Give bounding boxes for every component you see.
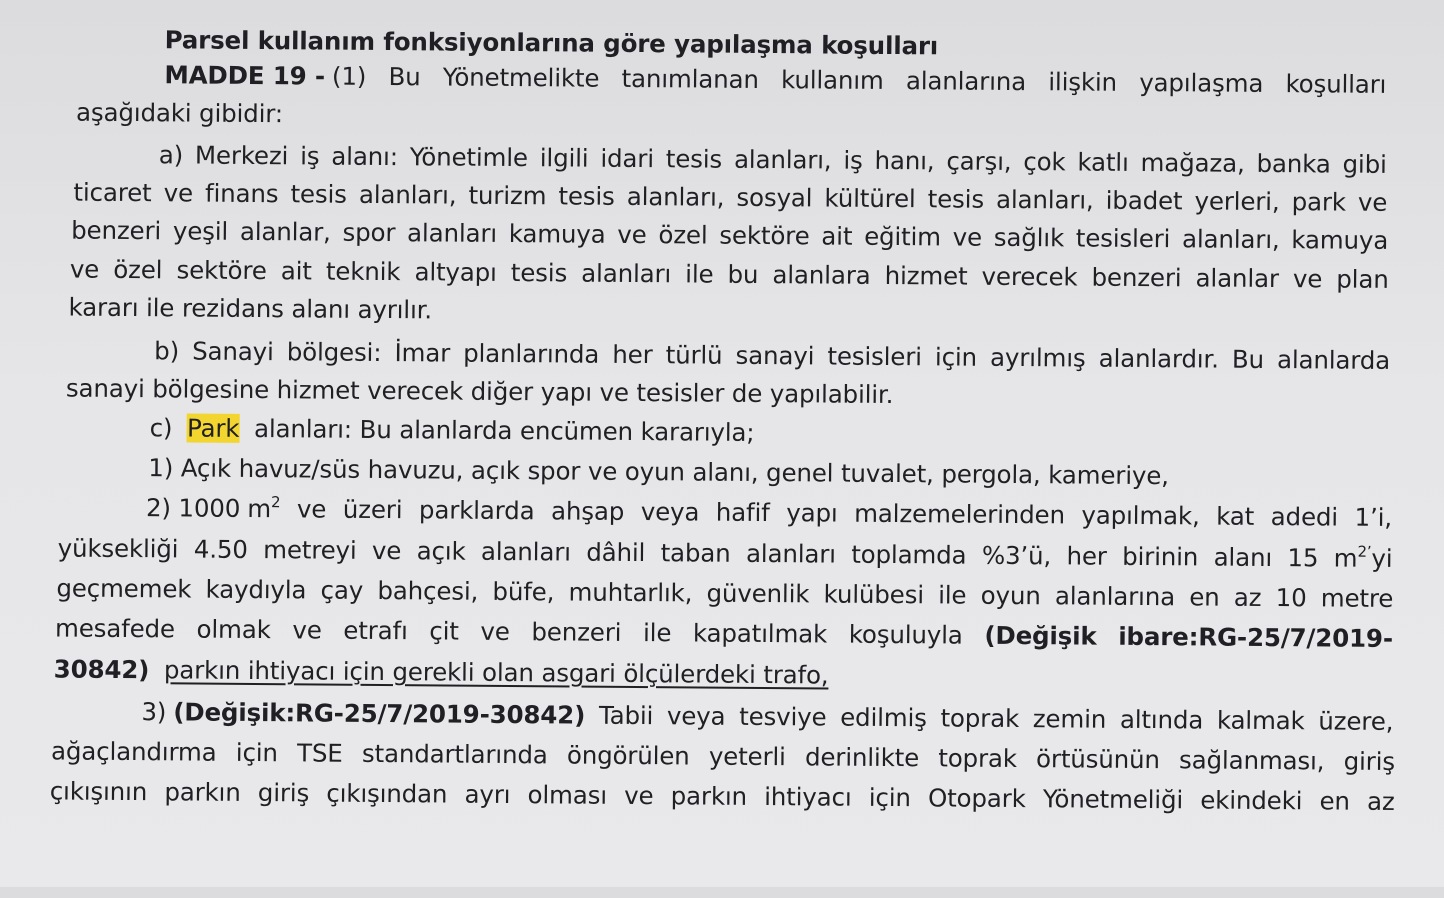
- a-word: ve: [163, 178, 194, 208]
- item-2-word: alanı: [1213, 542, 1273, 573]
- item-3-word: öngörülen: [566, 740, 690, 771]
- a-word: alanları: [407, 218, 498, 248]
- a-word: sosyal: [736, 182, 813, 213]
- item-3-word: edilmiş: [840, 702, 927, 733]
- item-2-word: oyun: [980, 580, 1041, 611]
- item-3-word: parkın: [164, 777, 241, 807]
- item-2-word: taban: [660, 538, 731, 568]
- a-word: altyapı: [414, 257, 497, 287]
- a-word: yerleri,: [1194, 186, 1280, 217]
- unit-m-squared-yi: [1334, 540, 1393, 576]
- item-3-word: Yönetmeliği: [1042, 784, 1184, 815]
- item-2-word: ve: [296, 494, 327, 524]
- a-word: alanları,: [358, 179, 457, 210]
- item-2-word: koşuluyla: [848, 619, 963, 650]
- c-prefix: c): [149, 413, 173, 443]
- a-word: a): [158, 140, 184, 170]
- a-word: tesis: [927, 184, 985, 214]
- item-2-word: yapı: [786, 498, 838, 528]
- a-word: alanlar: [1195, 263, 1279, 294]
- madde-label-group: [164, 57, 366, 95]
- item-2-word: hafif: [715, 497, 770, 528]
- amendment-bold: (Değişik:RG-25/7/2019-30842): [173, 697, 586, 730]
- item-3-word: ayrı: [464, 779, 511, 810]
- unit-m: m: [1333, 543, 1358, 573]
- item-1-line: [148, 450, 1169, 494]
- a-word: alanları,: [626, 181, 725, 212]
- item-2-word: en: [1189, 582, 1220, 612]
- item-2-word: çit: [429, 616, 459, 646]
- a-word: ibadet: [1105, 185, 1183, 216]
- a-word: yeşil: [172, 216, 229, 246]
- item-3-word: sağlanması,: [1179, 745, 1325, 776]
- item-2-word: açık: [416, 536, 466, 566]
- item-2-word: her: [1066, 541, 1107, 571]
- a-word: kamuya: [508, 219, 606, 249]
- item-2-lead-text: 2) 1000: [145, 493, 241, 523]
- a-word: bu: [727, 259, 759, 289]
- item-2-word: kulübesi: [823, 579, 925, 610]
- item-3-word: toprak: [938, 743, 1017, 774]
- b-word: b): [154, 336, 180, 366]
- a-word: banka: [1256, 148, 1331, 179]
- item-2-line-5: [54, 651, 829, 693]
- c-line: [150, 410, 755, 451]
- item-2-word: birinin: [1122, 541, 1199, 572]
- item-3-word: giriş: [1343, 746, 1396, 776]
- a-word: alanlara: [772, 260, 871, 290]
- b-word: İmar: [394, 338, 451, 368]
- a-line-5: [68, 290, 432, 329]
- item-3-word: standartlarında: [361, 738, 548, 770]
- item-3-word: altında: [1119, 704, 1204, 735]
- item-2-word: kat: [1216, 501, 1255, 531]
- a-word: eğitim: [864, 221, 942, 252]
- a-word: alanı:: [331, 141, 399, 172]
- article-heading-text: Parsel kullanım fonksiyonlarına göre yapılaşma koşulları: [164, 25, 939, 61]
- b-word: alanlarda: [1276, 345, 1391, 375]
- a-word: benzeri: [71, 215, 162, 246]
- item-2-word: 4.50: [193, 534, 248, 564]
- b-word: Bu: [1231, 344, 1265, 374]
- item-2-word: ve: [292, 615, 322, 645]
- item-3-word: örtüsünün: [1036, 744, 1160, 775]
- item-2-word: metreyi: [263, 535, 357, 565]
- a-word: ve: [1292, 264, 1323, 294]
- a-word: tesis: [290, 179, 347, 209]
- a-word: tesisleri: [1075, 223, 1171, 254]
- item-2-word: 10: [1275, 583, 1307, 613]
- a-word: ilgili: [539, 143, 589, 173]
- item-2-word: metre: [1320, 583, 1394, 613]
- item-3-word: üzere,: [1318, 706, 1394, 736]
- b-word: planlarında: [463, 338, 600, 369]
- item-3-line-1: [141, 694, 1393, 740]
- a-word: ait: [821, 221, 853, 251]
- a-word: alanları,: [733, 144, 832, 175]
- item-3-word: az: [1367, 786, 1395, 816]
- amendment-bold: ibare:RG-25/7/2019-: [1118, 621, 1394, 653]
- a-word: tesis: [665, 144, 723, 174]
- item-3-word: toprak: [940, 703, 1020, 734]
- a-word: çok: [1023, 147, 1066, 177]
- a-line-3: [71, 213, 1388, 259]
- item-2-word: muhtarlık,: [568, 577, 693, 608]
- c-rest: alanları: Bu alanlarda encümen kararıyla;: [253, 414, 755, 447]
- b-word: için: [934, 342, 978, 372]
- item-2-word: az: [1233, 582, 1262, 612]
- underlined-amendment-text: parkın ihtiyacı için gerekli olan asgari ölçülerdeki trafo,: [163, 655, 829, 690]
- item-2-word: parklarda: [418, 495, 535, 526]
- item-3-word: veya: [666, 701, 726, 731]
- item-3-word: ve: [624, 780, 654, 811]
- item-2-word: adedi: [1270, 501, 1339, 532]
- a-word: sektöre: [719, 220, 810, 251]
- a-word: teknik: [325, 256, 401, 287]
- a-word: spor: [342, 217, 396, 248]
- a-word: plan: [1336, 264, 1389, 294]
- item-2-word: ile: [938, 580, 967, 610]
- item-3-word: zemin: [1032, 704, 1107, 734]
- madde-continuation: aşağıdaki gibidir:: [76, 97, 284, 129]
- item-2-line-3: [56, 570, 1393, 616]
- item-2-word: 1’i,: [1354, 502, 1393, 532]
- item-2-word: 15: [1287, 543, 1319, 573]
- unit-m: m: [247, 493, 272, 524]
- a-word: tesis: [510, 258, 568, 288]
- item-2-word: ile: [642, 618, 672, 648]
- a-word: verecek: [981, 261, 1078, 292]
- item-2-word: alanlarına: [1054, 581, 1176, 612]
- a-word: alanları,: [1181, 224, 1280, 255]
- item-2-word: ahşap: [550, 496, 625, 526]
- a-last-line: kararı ile rezidans alanı ayrılır.: [68, 292, 433, 325]
- a-word: hanı,: [874, 145, 935, 176]
- b-word: Sanayi: [192, 336, 274, 367]
- a-word: hizmet: [884, 260, 968, 291]
- item-3-line-3: [50, 773, 1395, 820]
- a-word: ile: [685, 259, 714, 289]
- park-highlight: Park: [186, 413, 240, 443]
- item-2-line-2: [58, 530, 1393, 576]
- amendment-bold: (Değişik: [984, 620, 1097, 651]
- item-2-word: toplamda: [851, 539, 967, 570]
- a-word: kamuya: [1291, 225, 1389, 255]
- madde-word: Bu: [388, 62, 421, 92]
- madde-word: (1): [331, 61, 367, 91]
- a-word: mağaza,: [1140, 147, 1245, 178]
- madde-word: alanlarına: [905, 66, 1027, 97]
- a-word: iş: [300, 141, 320, 171]
- item-2-word: alanları: [745, 538, 836, 569]
- item-2-word: çay: [320, 575, 364, 605]
- b-word: sanayi: [735, 340, 815, 371]
- madde-word: ilişkin: [1048, 67, 1118, 97]
- a-word: katlı: [1077, 147, 1129, 177]
- item-3-word: Tabii: [598, 700, 654, 731]
- item-2-word: ve: [371, 535, 402, 566]
- item-2-word: yapılmak,: [1081, 500, 1200, 531]
- a-word: kültürel: [824, 183, 916, 214]
- b-word: tesisleri: [827, 341, 922, 372]
- madde-word: tanımlanan: [621, 63, 759, 94]
- item-2-word: %3’ü,: [981, 540, 1052, 571]
- item-2-word: kapatılmak: [692, 618, 828, 649]
- item-3-word: giriş: [257, 778, 310, 808]
- item-2-word: benzeri: [531, 617, 622, 647]
- item-3-lead-group: [141, 694, 585, 733]
- a-word: ait: [280, 256, 312, 286]
- b-word: türlü: [665, 340, 723, 370]
- item-2-word: ve: [480, 616, 510, 647]
- item-1-text: 1) Açık havuz/süs havuzu, açık spor ve oyun alanı, genel tuvalet, pergola, kameriye,: [148, 453, 1169, 491]
- madde-line-1: [164, 57, 1386, 103]
- item-3-word: kalmak: [1216, 705, 1305, 736]
- superscript-2: 2: [270, 493, 281, 512]
- item-2-word: bahçesi,: [377, 575, 479, 606]
- item-3-word: yeterli: [708, 741, 786, 772]
- item-3-word: çıkışının: [49, 776, 148, 807]
- item-3-word: ağaçlandırma: [50, 736, 217, 767]
- item-3-lead: 3): [141, 697, 167, 727]
- a-word: park: [1291, 187, 1346, 217]
- item-2-word: yüksekliği: [57, 533, 179, 564]
- a-word: ve: [69, 254, 100, 284]
- item-2-word: kaydıyla: [205, 574, 307, 605]
- item-3-word: TSE: [297, 738, 343, 768]
- item-3-word: tesviye: [739, 701, 827, 732]
- a-word: tesis: [558, 181, 615, 211]
- b-word: alanlardır.: [1098, 343, 1219, 374]
- item-3-word: ekindeki: [1200, 785, 1303, 816]
- a-word: ticaret: [73, 177, 152, 208]
- a-word: alanları: [581, 258, 672, 289]
- b-word: ayrılmış: [989, 342, 1086, 373]
- madde-line-2: [76, 95, 283, 133]
- item-2-word: güvenlik: [706, 578, 810, 609]
- item-3-word: en: [1319, 786, 1351, 816]
- a-word: ve: [952, 222, 983, 252]
- item-2-word: dâhil: [586, 537, 646, 568]
- madde-word: kullanım: [780, 65, 884, 95]
- item-2-word: olmak: [196, 614, 271, 645]
- item-2-word: büfe,: [492, 576, 555, 607]
- item-3-line-2: [51, 733, 1395, 780]
- item-3-word: parkın: [670, 781, 748, 811]
- madde-label: MADDE 19 -: [164, 60, 326, 91]
- item-2-word: veya: [640, 497, 700, 527]
- amendment-number: 30842): [53, 654, 150, 685]
- a-word: alanlar,: [239, 216, 331, 247]
- item-2-word: geçmemek: [56, 573, 192, 604]
- item-2-word: alanları: [480, 536, 571, 567]
- item-2-line-4: [55, 610, 1393, 657]
- a-word: ve: [617, 219, 647, 250]
- a-word: Yönetimle: [409, 142, 529, 173]
- item-2-word: üzeri: [342, 494, 403, 525]
- a-word: ve: [1357, 187, 1388, 217]
- a-word: özel: [658, 220, 708, 250]
- madde-word: Yönetmelikte: [442, 62, 600, 93]
- suffix-yi: yi: [1371, 543, 1393, 573]
- a-word: gibi: [1342, 149, 1387, 179]
- item-2-word: mesafede: [54, 613, 176, 644]
- a-word: benzeri: [1091, 262, 1182, 293]
- madde-word: yapılaşma: [1139, 67, 1264, 98]
- item-3-word: çıkışından: [326, 778, 448, 809]
- a-word: turizm: [468, 180, 547, 211]
- a-word: sağlık: [993, 222, 1065, 253]
- superscript-2-apostrophe: 2’: [1357, 542, 1372, 561]
- item-3-word: için: [235, 737, 278, 768]
- item-3-word: ihtiyacı: [764, 782, 852, 812]
- item-2-word: malzemelerinden: [854, 498, 1066, 530]
- item-2-word: etrafı: [343, 615, 408, 646]
- a-word: iş: [843, 145, 863, 175]
- item-2-lead: [146, 490, 281, 527]
- item-3-word: Otopark: [927, 783, 1026, 814]
- b-last-line: sanayi bölgesine hizmet verecek diğer yapı ve tesisler de yapılabilir.: [65, 373, 894, 410]
- a-word: Merkezi: [194, 140, 289, 171]
- b-word: bölgesi:: [286, 337, 382, 368]
- a-word: sektöre: [176, 255, 267, 286]
- a-word: alanları,: [995, 184, 1094, 215]
- item-3-word: olması: [527, 780, 608, 810]
- madde-word: koşulları: [1285, 69, 1387, 99]
- item-3-word: derinlikte: [804, 742, 920, 773]
- a-word: idari: [600, 143, 655, 174]
- a-word: çarşı,: [946, 146, 1012, 176]
- a-word: finans: [204, 178, 279, 209]
- b-line-2: [66, 371, 894, 413]
- item-2-line-1: [146, 490, 1392, 536]
- a-word: özel: [113, 254, 163, 285]
- item-3-word: için: [868, 782, 911, 813]
- b-word: her: [612, 339, 653, 370]
